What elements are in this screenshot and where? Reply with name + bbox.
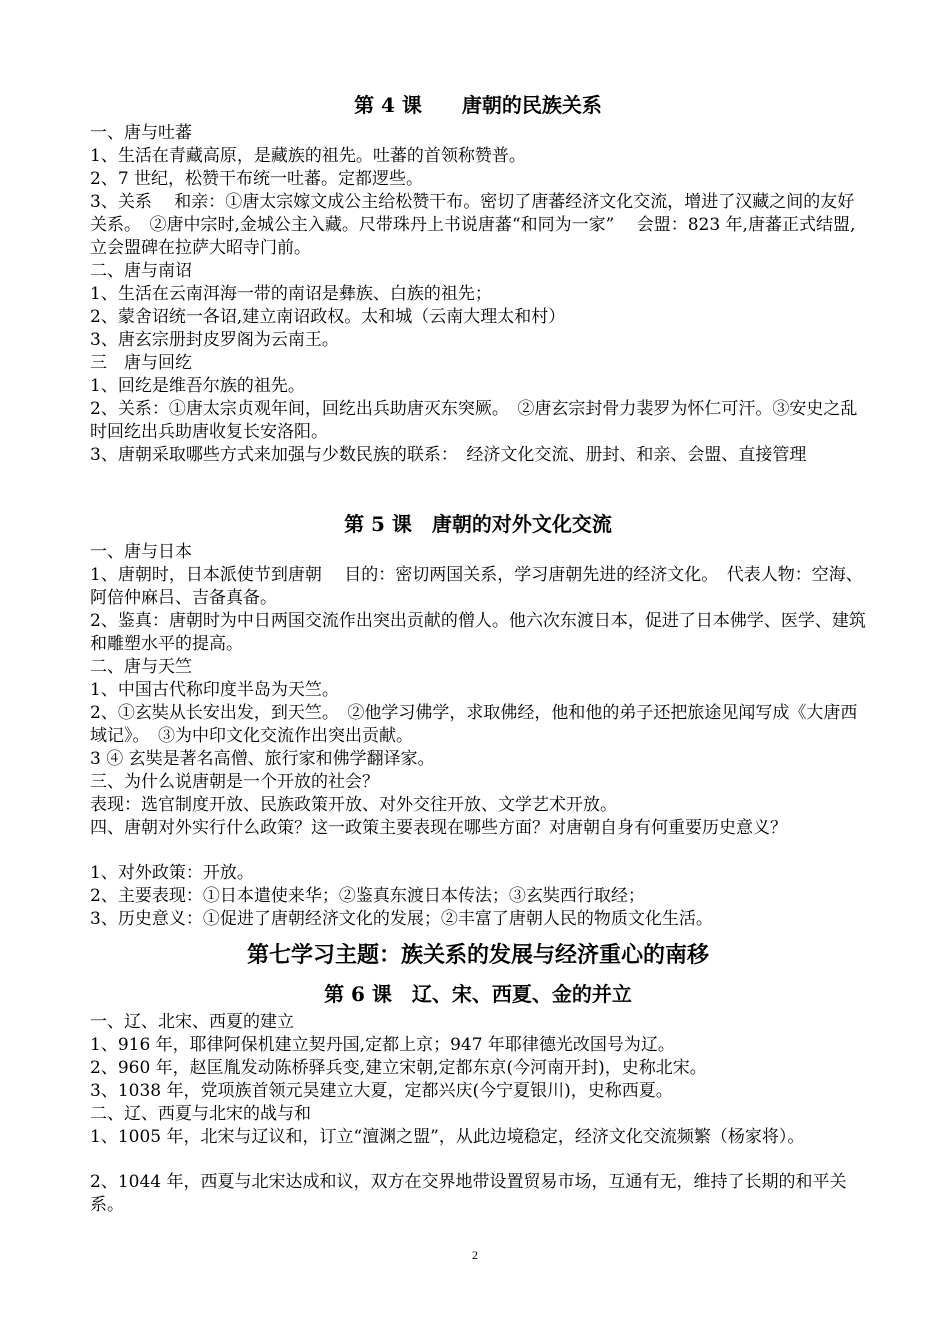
text-line: 2、1044 年，西夏与北宋达成和议，双方在交界地带设置贸易市场，互通有无，维持了长期的和平关系。 xyxy=(90,1172,847,1215)
text-line: 2、①玄奘从长安出发，到天竺。 ②他学习佛学，求取佛经，他和他的弟子还把旅途见闻写成《大唐西域记》。 ③为中印文化交流作出突出贡献。 xyxy=(90,703,858,746)
lesson-6-title: 第 6 课 辽、宋、西夏、金的并立 xyxy=(324,982,632,1006)
text-line: 3、唐玄宗册封皮罗阁为云南王。 xyxy=(90,330,339,350)
blank-line xyxy=(90,840,866,862)
text-line: 2、关系：①唐太宗贞观年间，回纥出兵助唐灭东突厥。 ②唐玄宗封骨力裴罗为怀仁可汗。③安史之乱时回纥出兵助唐收复长安洛阳。 xyxy=(90,399,858,442)
text-line: 三 唐与回纥 xyxy=(90,353,192,373)
text-line: 1、生活在青藏高原，是藏族的祖先。吐蕃的首领称赞普。 xyxy=(90,146,526,166)
text-line: 3、历史意义：①促进了唐朝经济文化的发展；②丰富了唐朝人民的物质文化生活。 xyxy=(90,909,713,929)
text-line: 1、对外政策：开放。 xyxy=(90,863,254,883)
text-line: 二、辽、西夏与北宋的战与和 xyxy=(90,1104,311,1124)
theme-7-title: 第七学习主题：族关系的发展与经济重心的南移 xyxy=(246,942,709,968)
text-line: 三、为什么说唐朝是一个开放的社会？ xyxy=(90,772,379,792)
text-line: 二、唐与南诏 xyxy=(90,261,192,281)
lesson-5-body xyxy=(90,541,866,931)
lesson-4-title: 第 4 课 唐朝的民族关系 xyxy=(354,93,602,117)
text-line: 3、关系 和亲：①唐太宗嫁文成公主给松赞干布。密切了唐蕃经济文化交流，增进了汉藏之间的友好关系。 ②唐中宗时,金城公主入藏。尺带珠丹上书说唐蕃“和同为一家” 会盟：823 年,唐蕃正式结盟,立会盟碑在拉萨大昭寺门前。 xyxy=(90,192,856,258)
text-line: 一、辽、北宋、西夏的建立 xyxy=(90,1012,294,1032)
section-gap xyxy=(90,467,866,507)
lesson-6-body xyxy=(90,1011,866,1217)
lesson-5-title: 第 5 课 唐朝的对外文化交流 xyxy=(344,512,612,536)
lesson-4-body xyxy=(90,122,866,467)
text-line: 3 ④ 玄奘是著名高僧、旅行家和佛学翻译家。 xyxy=(90,749,435,769)
document-page xyxy=(90,88,866,1217)
page-number: 2 xyxy=(472,1248,478,1262)
text-line: 一、唐与日本 xyxy=(90,542,192,562)
text-line: 2、主要表现：①日本遣使来华；②鉴真东渡日本传法；③玄奘西行取经； xyxy=(90,886,645,906)
text-line: 1、1005 年，北宋与辽议和，订立“澶渊之盟”，从此边境稳定，经济文化交流频繁（杨家将）。 xyxy=(90,1127,805,1147)
text-line: 3、1038 年，党项族首领元昊建立大夏，定都兴庆(今宁夏银川)，史称西夏。 xyxy=(90,1081,673,1101)
text-line: 1、回纥是维吾尔族的祖先。 xyxy=(90,376,305,396)
text-line: 1、唐朝时，日本派使节到唐朝 目的：密切两国关系，学习唐朝先进的经济文化。 代表人物：空海、阿倍仲麻吕、吉备真备。 xyxy=(90,565,863,608)
text-line: 表现：选官制度开放、民族政策开放、对外交往开放、文学艺术开放。 xyxy=(90,795,617,815)
text-line: 一、唐与吐蕃 xyxy=(90,123,192,143)
text-line: 2、鉴真：唐朝时为中日两国交流作出突出贡献的僧人。他六次东渡日本，促进了日本佛学、医学、建筑和雕塑水平的提高。 xyxy=(90,611,866,654)
text-line: 1、中国古代称印度半岛为天竺。 xyxy=(90,680,339,700)
blank-line xyxy=(90,1149,866,1171)
text-line: 2、7 世纪，松赞干布统一吐蕃。定都逻些。 xyxy=(90,169,424,189)
text-line: 1、生活在云南洱海一带的南诏是彝族、白族的祖先； xyxy=(90,284,492,304)
text-line: 2、蒙舍诏统一各诏,建立南诏政权。太和城（云南大理太和村） xyxy=(90,307,566,327)
text-line: 2、960 年，赵匡胤发动陈桥驿兵变,建立宋朝,定都东京(今河南开封)，史称北宋。 xyxy=(90,1058,707,1078)
text-line: 3、唐朝采取哪些方式来加强与少数民族的联系： 经济文化交流、册封、和亲、会盟、直接管理 xyxy=(90,445,807,465)
text-line: 四、唐朝对外实行什么政策？这一政策主要表现在哪些方面？对唐朝自身有何重要历史意义？ xyxy=(90,818,787,838)
text-line: 二、唐与天竺 xyxy=(90,657,192,677)
text-line: 1、916 年，耶律阿保机建立契丹国,定都上京；947 年耶律德光改国号为辽。 xyxy=(90,1035,675,1055)
